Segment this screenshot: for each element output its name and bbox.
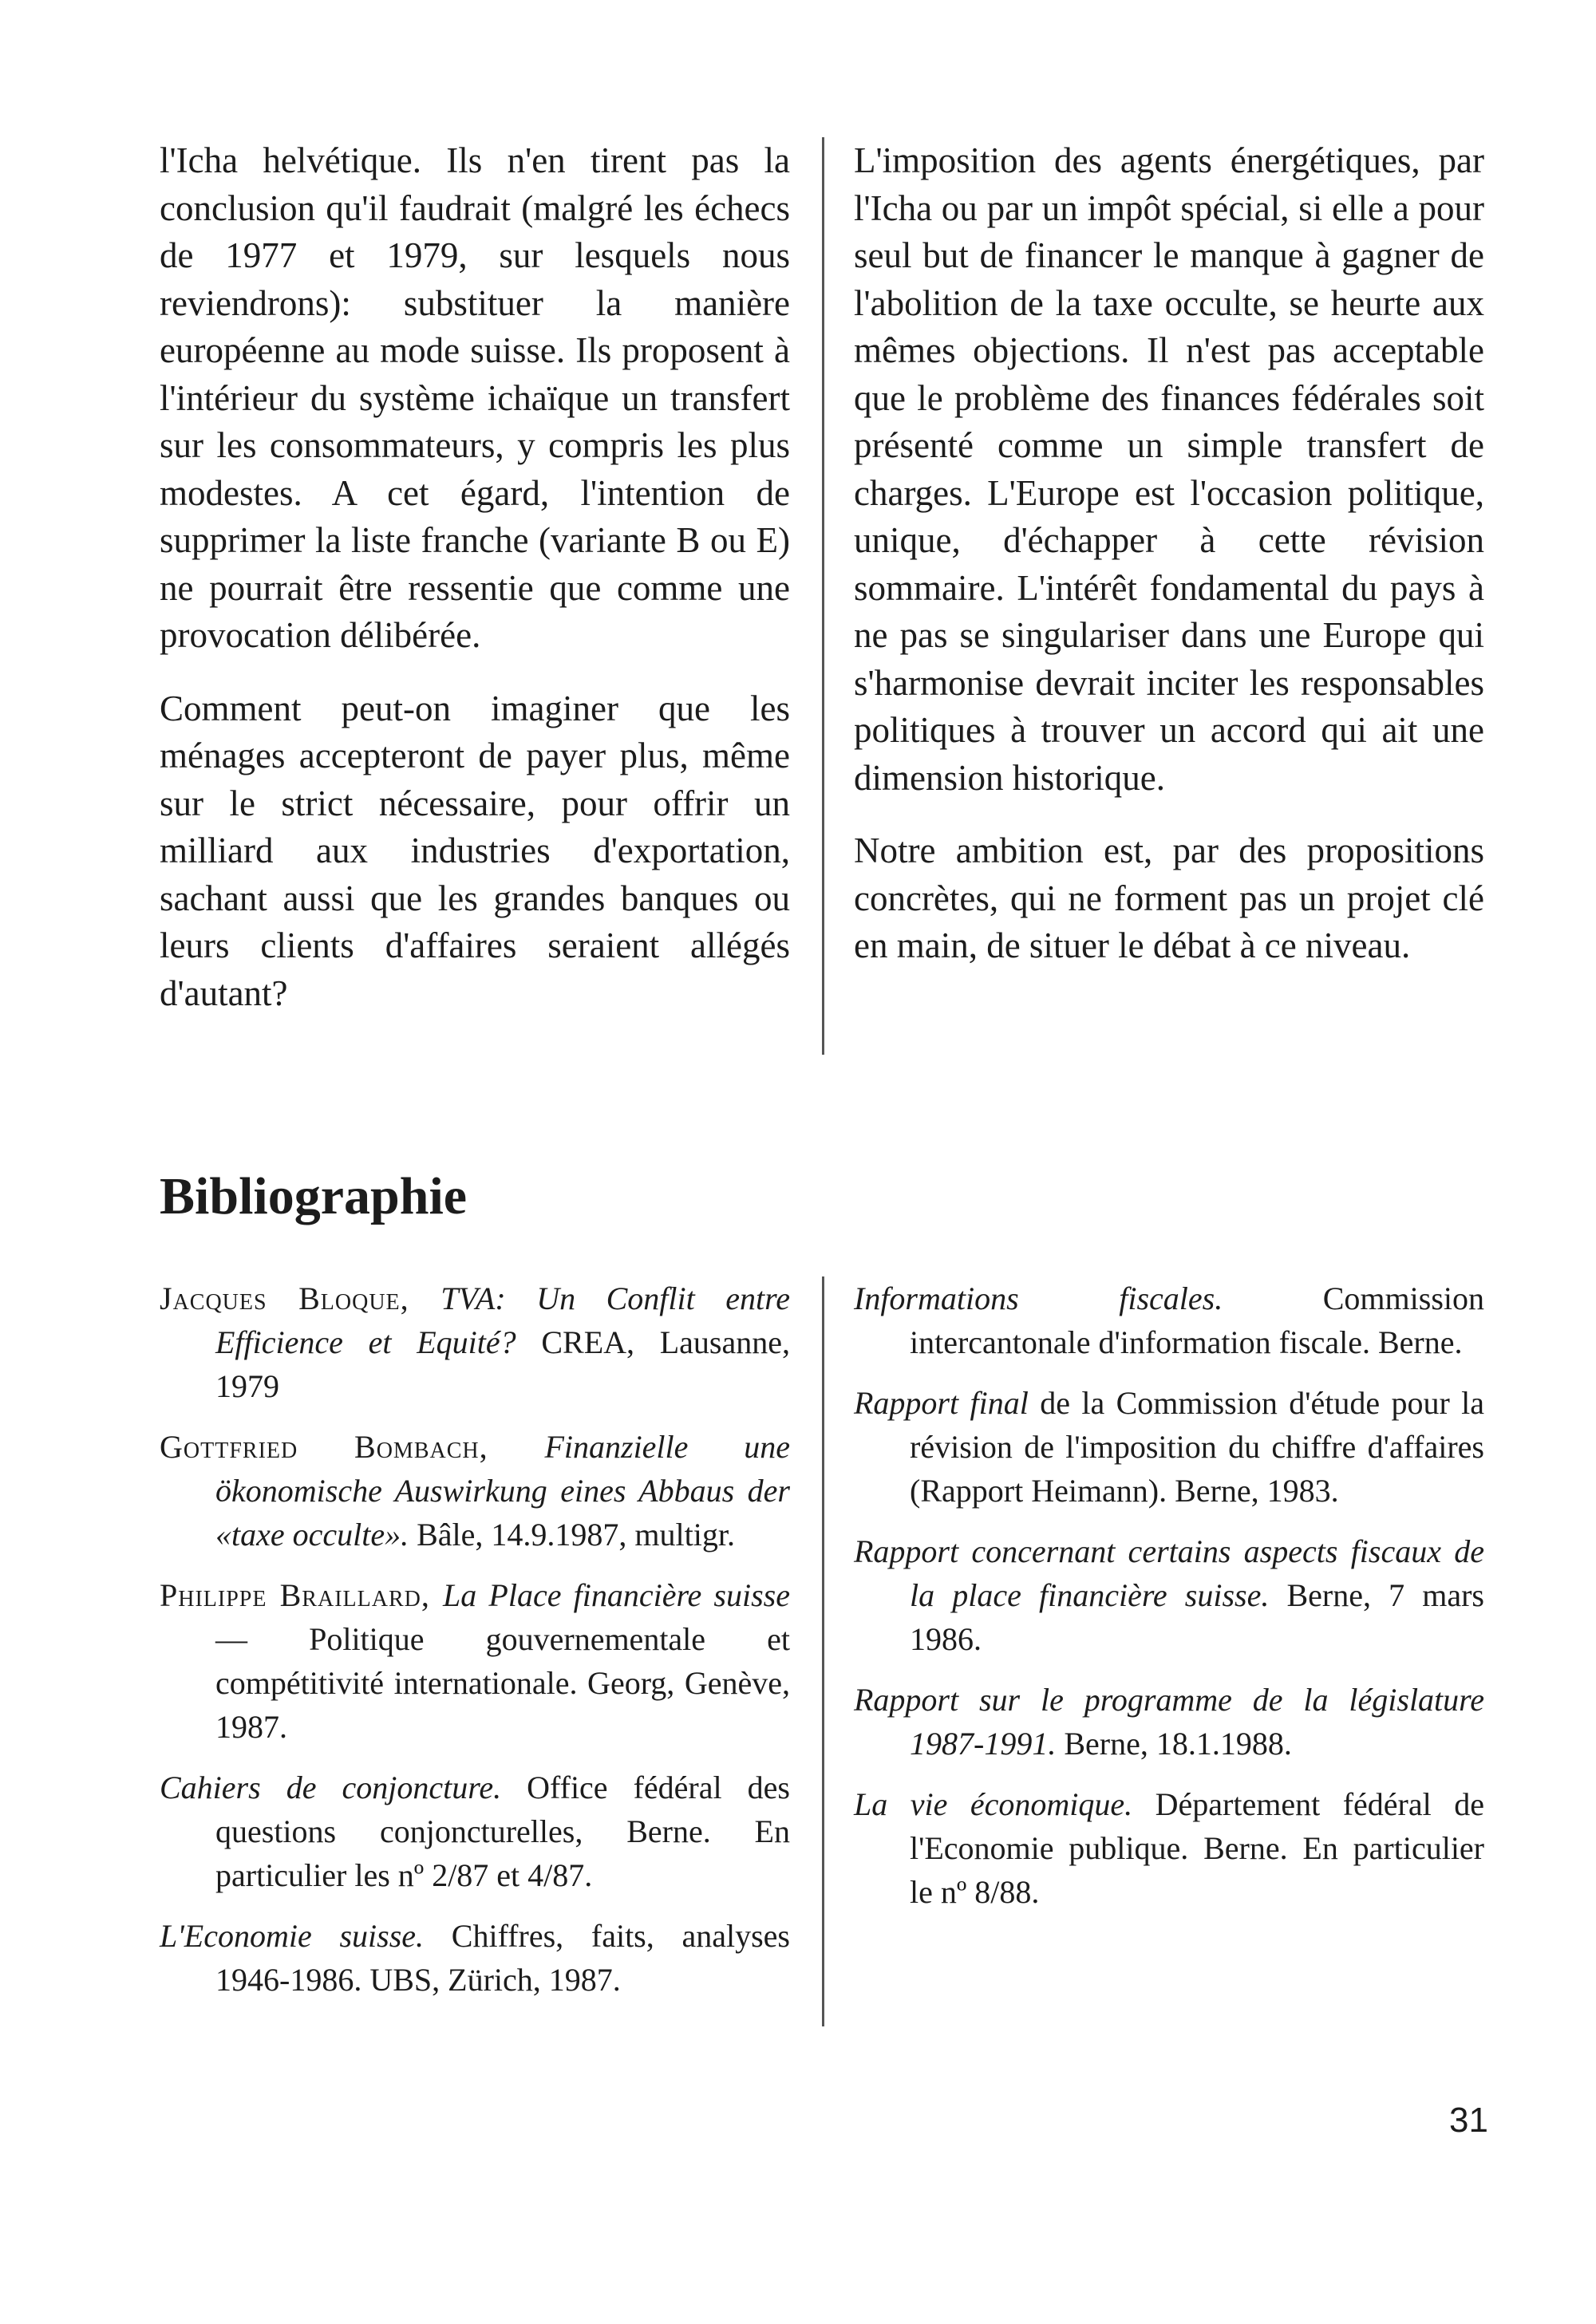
entry-details: Office fédéral des questions conjoncturelles, Berne. En particulier les nº 2/87 et 4/87. [215, 1770, 790, 1893]
entry-details: Chiffres, faits, analyses 1946-1986. UBS, Zürich, 1987. [215, 1918, 790, 1998]
body-column-right [854, 137, 1484, 1043]
entry-details: — Politique gouvernementale et compétitivité internationale. Georg, Genève, 1987. [215, 1621, 790, 1745]
entry-details: CREA, Lausanne, 1979 [215, 1324, 790, 1404]
entry-details: Département fédéral de l'Economie publique. Berne. En particulier le nº 8/88. [910, 1786, 1484, 1910]
bibliography-entry [160, 1276, 790, 1408]
bibliography-entry [854, 1678, 1484, 1766]
entry-title: Rapport concernant certains aspects fiscaux de la place financière suisse. [854, 1533, 1484, 1613]
bibliography-heading: Bibliographie [160, 1167, 468, 1225]
page-number: 31 [1449, 2101, 1488, 2140]
entry-author: Philippe Braillard, [160, 1577, 443, 1613]
entry-title: L'Economie suisse. [160, 1918, 425, 1954]
bibliography-entry [854, 1782, 1484, 1914]
body-paragraph: l'Icha helvétique. Ils n'en tirent pas la conclusion qu'il faudrait (malgré les échecs de 1977 et 1979, sur lesquels nous reviendrons): substituer la manière européenne au mode suisse. Ils proposent à l'intérieur du système ichaïque un transfert sur les consommateurs, y compris les plus modestes. A cet égard, l'intention de supprimer la liste franche (variante B ou E) ne pourrait être ressentie que comme une provocation délibérée. [160, 140, 790, 655]
entry-title: Rapport final [854, 1385, 1029, 1421]
entry-author: Gottfried Bombach, [160, 1429, 545, 1465]
entry-author: Jacques Bloque, [160, 1280, 441, 1316]
bibliography-column-right [854, 1276, 1484, 2018]
entry-title: Cahiers de conjoncture. [160, 1770, 502, 1805]
entry-title: Informations fiscales. [854, 1280, 1223, 1316]
body-paragraph: L'imposition des agents énergétiques, par l'Icha ou par un impôt spécial, si elle a pour seul but de financer le manque à gagner de l'abolition de la taxe occulte, se heurte aux mêmes objections. Il n'est pas acceptable que le problème des finances fédérales soit présenté comme un simple transfert de charges. L'Europe est l'occasion politique, unique, d'échapper à cette révision sommaire. L'intérêt fondamental du pays à ne pas se singulariser dans une Europe qui s'harmonise devrait inciter les responsables politiques à trouver un accord qui ait une dimension historique. [854, 140, 1484, 798]
bibliography-entry [854, 1529, 1484, 1661]
entry-details: Berne, 7 mars 1986. [910, 1577, 1484, 1657]
entry-details: de la Commission d'étude pour la révision de l'imposition du chiffre d'affaires (Rapport Heimann). Berne, 1983. [910, 1385, 1485, 1509]
entry-details: Berne, 18.1.1988. [1056, 1726, 1292, 1762]
column-divider [822, 1276, 824, 2026]
entry-title: TVA: Un Conflit entre Efficience et Equité? [215, 1280, 790, 1360]
body-paragraph: Notre ambition est, par des propositions concrètes, qui ne forment pas un projet clé en main, de situer le débat à ce niveau. [854, 831, 1484, 965]
column-divider [822, 137, 824, 1055]
entry-details: Bâle, 14.9.1987, multigr. [409, 1517, 735, 1553]
bibliography-entry [160, 1766, 790, 1897]
body-column-left [160, 137, 790, 1043]
bibliography-entry [854, 1276, 1484, 1364]
bibliography-entry [160, 1425, 790, 1557]
bibliography-entry [160, 1914, 790, 2002]
body-paragraph: Comment peut-on imaginer que les ménages accepteront de payer plus, même sur le strict nécessaire, pour offrir un milliard aux industries d'exportation, sachant aussi que les grandes banques ou leurs clients d'affaires seraient allégés d'autant? [160, 688, 790, 1013]
entry-title: Finanzielle une ökonomische Auswirkung eines Abbaus der «taxe occulte». [215, 1429, 790, 1553]
bibliography-column-left [160, 1276, 790, 2018]
entry-title: La Place financière suisse [443, 1577, 790, 1613]
entry-details: Commission intercantonale d'information fiscale. Berne. [910, 1280, 1484, 1360]
entry-title: Rapport sur le programme de la législature 1987-1991. [854, 1682, 1484, 1762]
bibliography-entry [160, 1573, 790, 1749]
bibliography-entry [854, 1381, 1484, 1513]
entry-title: La vie économique. [854, 1786, 1133, 1822]
